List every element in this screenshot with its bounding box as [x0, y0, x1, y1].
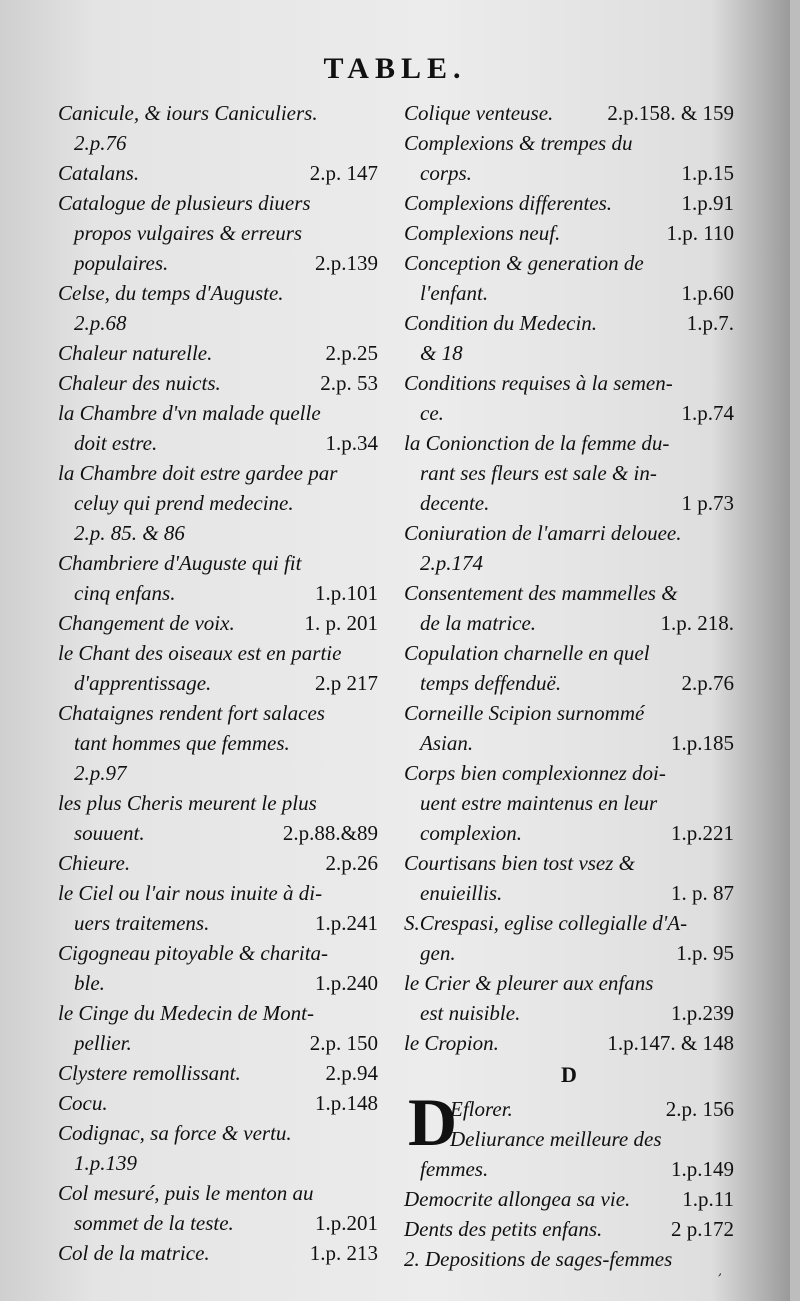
index-entry: [58, 338, 378, 368]
index-entry: [404, 308, 734, 368]
index-term: celuy qui prend medecine.: [74, 491, 294, 515]
index-line: [58, 398, 378, 428]
index-line: [58, 638, 378, 668]
index-term: propos vulgaires & erreurs: [74, 221, 303, 245]
index-line: [404, 1028, 734, 1058]
index-line: [58, 968, 378, 998]
index-term: & 18: [420, 341, 463, 365]
index-line: [404, 158, 734, 188]
index-line: [404, 848, 734, 878]
index-term: Celse, du temps d'Auguste.: [58, 281, 284, 305]
index-entry: [404, 638, 734, 698]
index-line: [58, 188, 378, 218]
index-line: [58, 578, 378, 608]
index-entry: [58, 278, 378, 338]
index-line: [58, 608, 378, 638]
index-line: [404, 218, 734, 248]
index-entry: [404, 578, 734, 638]
index-line: [58, 938, 378, 968]
index-line: [404, 548, 734, 578]
index-line: [404, 98, 734, 128]
index-entry: [404, 1214, 734, 1244]
index-line: [404, 878, 734, 908]
index-term: S.Crespasi, eglise collegialle d'A-: [404, 911, 688, 935]
page-reference: 1.p.7.: [686, 311, 734, 335]
index-entry: [58, 608, 378, 638]
index-term: Consentement des mammelles &: [404, 581, 678, 605]
index-line: [404, 518, 734, 548]
index-term: est nuisible.: [420, 1001, 521, 1025]
index-line: [404, 428, 734, 458]
index-entry: [404, 848, 734, 908]
page-reference: 2 p.172: [671, 1217, 734, 1241]
index-term: le Chant des oiseaux est en partie: [58, 641, 342, 665]
index-line: [404, 608, 734, 638]
page-reference: 2.p.25: [325, 341, 378, 365]
index-term: sommet de la teste.: [74, 1211, 234, 1235]
index-term: Conditions requises à la semen-: [404, 371, 673, 395]
index-entry: [404, 518, 734, 578]
index-line: [58, 1238, 378, 1268]
page-reference: 2.p. 53: [320, 371, 378, 395]
index-line: [58, 1148, 378, 1178]
index-term: la Chambre doit estre gardee par: [58, 461, 338, 485]
page-reference: 1.p.185: [671, 731, 734, 755]
page-reference: 1.p.239: [671, 1001, 734, 1025]
index-entry: [58, 998, 378, 1058]
index-term: Coniuration de l'amarri delouee.: [404, 521, 682, 545]
index-term: Col de la matrice.: [58, 1241, 210, 1265]
page-reference: 1.p. 95: [676, 941, 734, 965]
index-line: [58, 698, 378, 728]
index-line: [58, 548, 378, 578]
index-line: [58, 1058, 378, 1088]
index-term: les plus Cheris meurent le plus: [58, 791, 317, 815]
page-reference: 1.p.241: [315, 911, 378, 935]
index-term: Chieure.: [58, 851, 131, 875]
page-reference: 2.p.88.&89: [282, 821, 378, 845]
page-reference: 1.p.201: [315, 1211, 378, 1235]
index-term: pellier.: [74, 1031, 132, 1055]
index-line: [404, 458, 734, 488]
page-reference: 1.p.15: [681, 161, 734, 185]
index-entry: [58, 1118, 378, 1178]
index-line: [404, 368, 734, 398]
index-line: [404, 728, 734, 758]
page-reference: 2.p. 156: [665, 1097, 734, 1121]
index-line: [58, 458, 378, 488]
index-line: [58, 278, 378, 308]
index-line: [404, 248, 734, 278]
index-term: 1.p.139: [74, 1151, 137, 1175]
index-entry: [58, 878, 378, 938]
index-line: [404, 488, 734, 518]
index-entry: [58, 938, 378, 998]
index-term: 2. Depositions de sages-femmes: [404, 1247, 673, 1271]
index-line: [58, 308, 378, 338]
catchword: ,: [718, 1264, 722, 1278]
index-term: la Conionction de la femme du-: [404, 431, 670, 455]
index-term: Colique venteuse.: [404, 101, 554, 125]
page-reference: 1.p.147. & 148: [607, 1031, 734, 1055]
page-reference: 1.p.149: [671, 1157, 734, 1181]
index-entry: [58, 188, 378, 278]
index-entry: [58, 1238, 378, 1268]
index-line: [404, 308, 734, 338]
index-line: [58, 368, 378, 398]
page-reference: 1.p.240: [315, 971, 378, 995]
index-entry: [58, 158, 378, 188]
page-reference: 1.p.74: [681, 401, 734, 425]
index-entry: [404, 368, 734, 428]
index-term: Cigogneau pitoyable & charita-: [58, 941, 329, 965]
page-reference: 1.p. 218.: [660, 611, 734, 635]
index-line: [58, 848, 378, 878]
index-line: [404, 1244, 734, 1274]
index-line: [404, 908, 734, 938]
index-line: [404, 578, 734, 608]
index-line: [58, 98, 378, 128]
index-line: [404, 278, 734, 308]
index-entry: [404, 698, 734, 758]
page-reference: 1. p. 201: [304, 611, 378, 635]
index-entry: [58, 848, 378, 878]
index-line: [404, 968, 734, 998]
index-term: souuent.: [74, 821, 145, 845]
index-line: [58, 1178, 378, 1208]
index-line: [404, 938, 734, 968]
index-term: corps.: [420, 161, 472, 185]
index-line: [404, 188, 734, 218]
index-term: gen.: [420, 941, 456, 965]
index-line: [58, 668, 378, 698]
dropcap-letter: D: [408, 1084, 458, 1160]
index-line: [404, 338, 734, 368]
index-term: Complexions & trempes du: [404, 131, 633, 155]
index-line: [404, 398, 734, 428]
index-entry: [404, 1184, 734, 1214]
index-entry: [404, 98, 734, 128]
index-term: l'enfant.: [420, 281, 489, 305]
index-line: [404, 998, 734, 1028]
index-entry: [58, 788, 378, 848]
index-term: la Chambre d'vn malade quelle: [58, 401, 321, 425]
index-term: le Cropion.: [404, 1031, 499, 1055]
index-line: [404, 698, 734, 728]
index-entry: [404, 1244, 734, 1274]
page-reference: 2.p. 147: [309, 161, 378, 185]
index-term: 2.p.76: [74, 131, 127, 155]
index-term: Codignac, sa force & vertu.: [58, 1121, 292, 1145]
index-line: [404, 668, 734, 698]
index-term: complexion.: [420, 821, 523, 845]
index-term: Democrite allongea sa vie.: [404, 1187, 631, 1211]
index-term: Corneille Scipion surnommé: [404, 701, 645, 725]
index-term: 2.p.174: [420, 551, 483, 575]
index-term: Chaleur naturelle.: [58, 341, 213, 365]
index-term: Courtisans bien tost vsez &: [404, 851, 636, 875]
index-term: le Crier & pleurer aux enfans: [404, 971, 654, 995]
index-line: [58, 728, 378, 758]
page-reference: 2.p.94: [325, 1061, 378, 1085]
index-entry: [404, 128, 734, 188]
index-entry: [58, 98, 378, 158]
index-term: le Ciel ou l'air nous inuite à di-: [58, 881, 323, 905]
index-term: Catalans.: [58, 161, 140, 185]
index-line: [58, 1118, 378, 1148]
page-reference: 1.p. 110: [666, 221, 734, 245]
page-reference: 2.p 217: [315, 671, 378, 695]
index-line: [58, 758, 378, 788]
index-term: Clystere remollissant.: [58, 1061, 241, 1085]
section-heading-d: D: [561, 1062, 577, 1087]
index-term: Changement de voix.: [58, 611, 235, 635]
index-line: [58, 788, 378, 818]
index-term: ce.: [420, 401, 444, 425]
index-entry: [58, 638, 378, 698]
index-line: [58, 488, 378, 518]
index-line: [58, 248, 378, 278]
index-entry: [58, 1058, 378, 1088]
index-line: [58, 1208, 378, 1238]
page-reference: 1. p. 87: [671, 881, 734, 905]
page-reference: 1.p.11: [682, 1187, 734, 1211]
index-line: [58, 1028, 378, 1058]
page-reference: 2.p.158. & 159: [607, 101, 734, 125]
index-entry: [58, 458, 378, 548]
index-term: Deliurance meilleure des: [450, 1127, 662, 1151]
index-term: le Cinge du Medecin de Mont-: [58, 1001, 314, 1025]
index-line: [58, 908, 378, 938]
index-term: 2.p.97: [74, 761, 127, 785]
index-entry: [58, 698, 378, 788]
index-entry: [404, 248, 734, 308]
index-line: [58, 818, 378, 848]
index-entry: [58, 368, 378, 398]
page-reference: 1 p.73: [681, 491, 734, 515]
index-term: Catalogue de plusieurs diuers: [58, 191, 311, 215]
page-reference: 1.p.91: [681, 191, 734, 215]
index-term: Chambriere d'Auguste qui fit: [58, 551, 302, 575]
index-term: Conception & generation de: [404, 251, 644, 275]
page-reference: 1.p.101: [315, 581, 378, 605]
index-line: [58, 1088, 378, 1118]
index-term: Chataignes rendent fort salaces: [58, 701, 325, 725]
index-term: doit estre.: [74, 431, 158, 455]
index-line: [404, 1214, 734, 1244]
page-reference: 2.p.76: [681, 671, 734, 695]
index-term: Cocu.: [58, 1091, 108, 1115]
index-line: [58, 878, 378, 908]
index-term: uent estre maintenus en leur: [420, 791, 658, 815]
page-reference: 2.p. 150: [309, 1031, 378, 1055]
index-line: [58, 338, 378, 368]
index-term: enuieillis.: [420, 881, 503, 905]
index-term: cinq enfans.: [74, 581, 176, 605]
index-term: Copulation charnelle en quel: [404, 641, 650, 665]
index-line: [58, 128, 378, 158]
index-line: [404, 638, 734, 668]
index-term: Corps bien complexionnez doi-: [404, 761, 666, 785]
page-reference: 1.p.221: [671, 821, 734, 845]
index-term: 2.p.68: [74, 311, 127, 335]
index-term: Eflorer.: [450, 1097, 513, 1121]
index-term: Canicule, & iours Caniculiers.: [58, 101, 318, 125]
index-entry: [404, 968, 734, 1028]
index-line: [404, 818, 734, 848]
index-column-right: [404, 98, 734, 1274]
index-line: [58, 428, 378, 458]
index-entry: [58, 548, 378, 608]
index-term: 2.p. 85. & 86: [74, 521, 185, 545]
index-term: Chaleur des nuicts.: [58, 371, 221, 395]
page-reference: 2.p.139: [315, 251, 378, 275]
index-term: rant ses fleurs est sale & in-: [420, 461, 657, 485]
running-title: TABLE.: [323, 52, 467, 85]
dropcap-block: [404, 1084, 734, 1160]
index-entry: [404, 188, 734, 218]
index-term: populaires.: [74, 251, 169, 275]
index-line: [404, 788, 734, 818]
index-entry: [404, 218, 734, 248]
page-reference: 1.p.60: [681, 281, 734, 305]
index-line: [404, 1184, 734, 1214]
index-term: temps deffenduë.: [420, 671, 562, 695]
index-entry: [404, 428, 734, 518]
index-term: femmes.: [420, 1157, 489, 1181]
index-entry: [404, 1028, 734, 1058]
page-reference: 1.p.148: [315, 1091, 378, 1115]
index-term: Asian.: [420, 731, 474, 755]
index-term: de la matrice.: [420, 611, 537, 635]
page-reference: 2.p.26: [325, 851, 378, 875]
index-line: [58, 218, 378, 248]
index-line: [58, 998, 378, 1028]
index-line: [450, 1124, 734, 1154]
index-term: uers traitemens.: [74, 911, 210, 935]
index-term: Dents des petits enfans.: [404, 1217, 603, 1241]
index-term: Col mesuré, puis le menton au: [58, 1181, 314, 1205]
index-entry: [58, 1088, 378, 1118]
index-term: ble.: [74, 971, 105, 995]
index-term: tant hommes que femmes.: [74, 731, 290, 755]
index-line: [450, 1094, 734, 1124]
index-line: [58, 518, 378, 548]
index-term: Complexions neuf.: [404, 221, 561, 245]
index-entry: [58, 398, 378, 458]
index-term: d'apprentissage.: [74, 671, 212, 695]
index-term: decente.: [420, 491, 490, 515]
index-column-left: [58, 98, 378, 1268]
page-reference: 1.p.34: [325, 431, 378, 455]
index-line: [404, 758, 734, 788]
index-line: [58, 158, 378, 188]
index-line: [404, 128, 734, 158]
index-term: Complexions differentes.: [404, 191, 613, 215]
index-entry: [404, 758, 734, 848]
index-entry: [58, 1178, 378, 1238]
page-reference: 1.p. 213: [309, 1241, 378, 1265]
index-term: Condition du Medecin.: [404, 311, 598, 335]
index-entry: [404, 908, 734, 968]
